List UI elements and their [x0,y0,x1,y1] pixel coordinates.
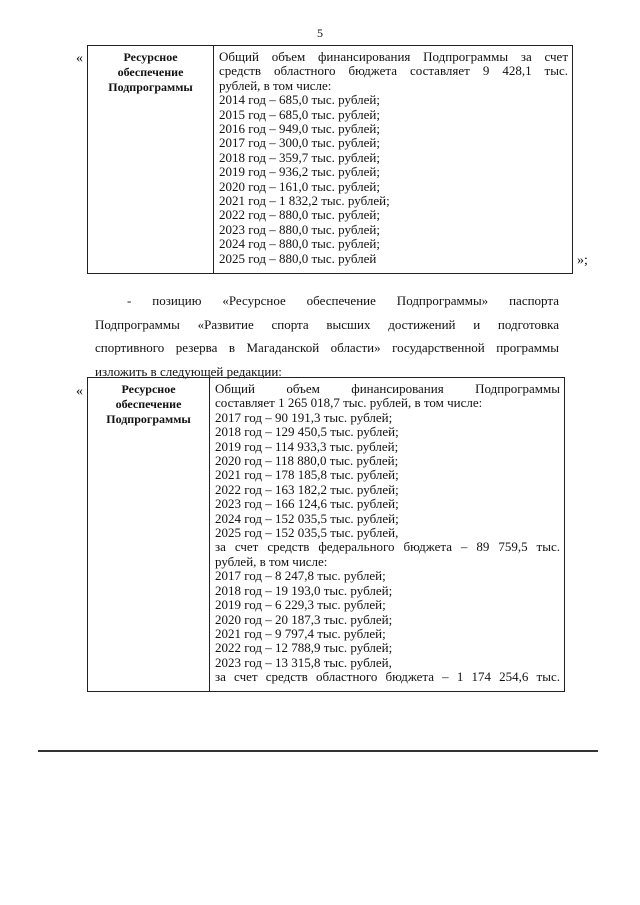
year-item: 2021 год – 178 185,8 тыс. рублей; [215,467,399,483]
federal-year-item: 2017 год – 8 247,8 тыс. рублей; [215,568,386,584]
intro-line: Общий объем финансирования Подпрограммы за счет [219,49,568,64]
resource-label-cell [88,378,210,692]
federal-line: рублей, в том числе: [215,553,328,569]
federal-year-item: 2018 год – 19 193,0 тыс. рублей; [215,582,393,598]
instruction-paragraph [95,289,559,383]
year-item: 2024 год – 152 035,5 тыс. рублей; [215,510,399,526]
regional-line: за счет средств областного бюджета – 1 174 254,6 тыс. [215,669,560,685]
federal-year-item: 2023 год – 13 315,8 тыс. рублей, [215,654,392,670]
resource-table-current [87,45,573,274]
year-item: 2023 год – 880,0 тыс. рублей; [219,221,380,237]
year-item: 2022 год – 880,0 тыс. рублей; [219,207,380,223]
year-item: 2024 год – 880,0 тыс. рублей; [219,236,380,252]
opening-quote-2: « [76,384,83,399]
label-line: обеспечение [115,397,182,411]
intro-line: Общий объем финансирования Подпрограммы [215,381,560,396]
year-item: 2022 год – 163 182,2 тыс. рублей; [215,481,399,497]
label-line: Подпрограммы [106,412,191,426]
year-item: 2019 год – 114 933,3 тыс. рублей; [215,438,399,454]
opening-quote-1: « [76,51,83,66]
year-item: 2018 год – 129 450,5 тыс. рублей; [215,424,399,440]
resource-content-cell [214,46,573,274]
federal-year-item: 2020 год – 20 187,3 тыс. рублей; [215,611,393,627]
federal-year-item: 2019 год – 6 229,3 тыс. рублей; [215,597,386,613]
year-item: 2023 год – 166 124,6 тыс. рублей; [215,496,399,512]
federal-year-item: 2021 год – 9 797,4 тыс. рублей; [215,625,386,641]
paragraph-line: изложить в следующей редакции: [95,363,282,379]
year-item: 2017 год – 90 191,3 тыс. рублей; [215,409,393,425]
year-item: 2018 год – 359,7 тыс. рублей; [219,149,380,165]
federal-line: за счет средств федерального бюджета – 89 759,5 тыс. [215,539,560,555]
year-item: 2020 год – 161,0 тыс. рублей; [219,178,380,194]
footer-rule [38,750,598,752]
label-line: Ресурсное [123,50,178,64]
intro-line: средств областного бюджета составляет 9 428,1 тыс. [219,63,568,79]
closing-quote-1: »; [577,253,588,268]
paragraph-line: спортивного резерва в Магаданской области» государственной программы [95,340,559,355]
intro-line: составляет 1 265 018,7 тыс. рублей, в том числе: [215,395,483,411]
year-item: 2019 год – 936,2 тыс. рублей; [219,164,380,180]
resource-content-cell [210,378,565,692]
intro-line: рублей, в том числе: [219,77,332,93]
year-item: 2025 год – 152 035,5 тыс. рублей, [215,525,399,541]
label-line: Ресурсное [121,382,176,396]
year-item: 2014 год – 685,0 тыс. рублей; [219,92,380,108]
resource-table-new [87,377,565,692]
paragraph-line: - позицию «Ресурсное обеспечение Подпрограммы» паспорта [127,293,559,308]
label-line: Подпрограммы [108,80,193,94]
year-item: 2017 год – 300,0 тыс. рублей; [219,135,380,151]
federal-year-item: 2022 год – 12 788,9 тыс. рублей; [215,640,393,656]
year-item: 2016 год – 949,0 тыс. рублей; [219,121,380,137]
year-item: 2020 год – 118 880,0 тыс. рублей; [215,453,399,469]
label-line: обеспечение [117,65,184,79]
year-item: 2021 год – 1 832,2 тыс. рублей; [219,193,390,209]
resource-label-cell [88,46,214,274]
year-item: 2015 год – 685,0 тыс. рублей; [219,106,380,122]
paragraph-line: Подпрограммы «Развитие спорта высших достижений и подготовка [95,316,559,332]
year-item: 2025 год – 880,0 тыс. рублей [219,250,377,266]
page-number: 5 [317,26,323,40]
